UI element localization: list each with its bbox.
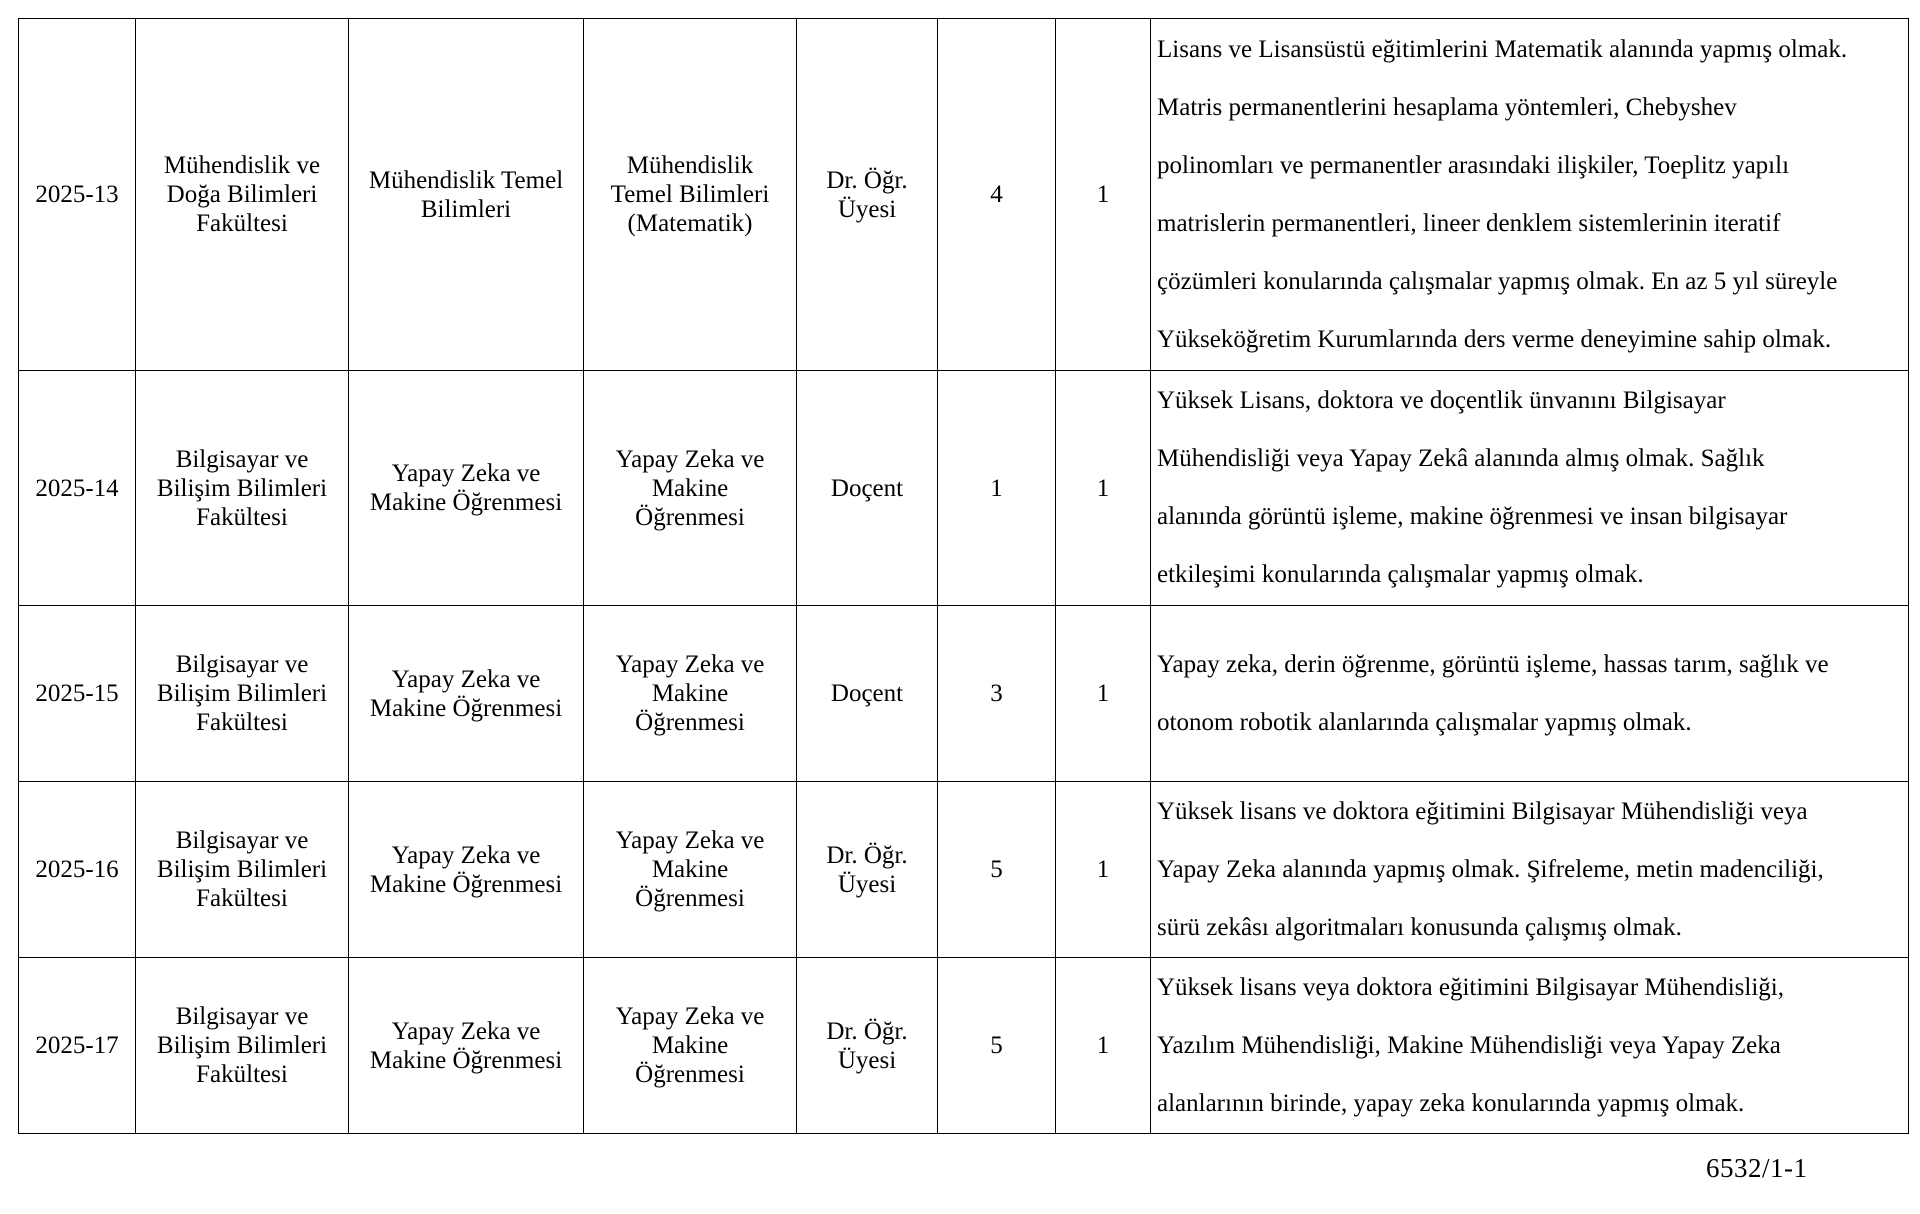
rank-cell: 5 [938,782,1056,958]
department-cell: Yapay Zeka ve Makine Öğrenmesi [349,958,584,1134]
rank-cell: 1 [938,371,1056,606]
requirements-cell: Yapay zeka, derin öğrenme, görüntü işleme, hassas tarım, sağlık ve otonom robotik alanlarında çalışmalar yapmış olmak. [1151,606,1909,782]
faculty-cell: Bilgisayar ve Bilişim Bilimleri Fakültesi [136,782,349,958]
table-row [19,782,1909,958]
table-row [19,371,1909,606]
positions-table [18,18,1909,1134]
program-cell: Mühendislik Temel Bilimleri (Matematik) [584,19,797,371]
rank-cell: 4 [938,19,1056,371]
department-cell: Yapay Zeka ve Makine Öğrenmesi [349,606,584,782]
title-cell: Dr. Öğr. Üyesi [797,19,938,371]
program-cell: Yapay Zeka ve Makine Öğrenmesi [584,606,797,782]
table-row [19,19,1909,371]
position-code-cell: 2025-13 [19,19,136,371]
requirements-cell: Lisans ve Lisansüstü eğitimlerini Matematik alanında yapmış olmak. Matris permanentlerini hesaplama yöntemleri, Chebyshev polinomları ve permanentler arasındaki ilişkiler, Toeplitz yapılı matrislerin permanentleri, lineer denklem sistemlerinin iteratif çözümleri konularında çalışmalar yapmış olmak. En az 5 yıl süreyle Yükseköğretim Kurumlarında ders verme deneyimine sahip olmak. [1151,19,1909,371]
position-code-cell: 2025-14 [19,371,136,606]
count-cell: 1 [1056,371,1151,606]
faculty-cell: Mühendislik ve Doğa Bilimleri Fakültesi [136,19,349,371]
rank-cell: 5 [938,958,1056,1134]
faculty-cell: Bilgisayar ve Bilişim Bilimleri Fakültesi [136,371,349,606]
program-cell: Yapay Zeka ve Makine Öğrenmesi [584,958,797,1134]
position-code-cell: 2025-16 [19,782,136,958]
count-cell: 1 [1056,782,1151,958]
program-cell: Yapay Zeka ve Makine Öğrenmesi [584,371,797,606]
title-cell: Dr. Öğr. Üyesi [797,958,938,1134]
table-row [19,606,1909,782]
department-cell: Yapay Zeka ve Makine Öğrenmesi [349,782,584,958]
title-cell: Doçent [797,606,938,782]
title-cell: Doçent [797,371,938,606]
department-cell: Yapay Zeka ve Makine Öğrenmesi [349,371,584,606]
faculty-cell: Bilgisayar ve Bilişim Bilimleri Fakültesi [136,606,349,782]
position-code-cell: 2025-17 [19,958,136,1134]
requirements-cell: Yüksek Lisans, doktora ve doçentlik ünvanını Bilgisayar Mühendisliği veya Yapay Zekâ alanında almış olmak. Sağlık alanında görüntü işleme, makine öğrenmesi ve insan bilgisayar etkileşimi konularında çalışmalar yapmış olmak. [1151,371,1909,606]
count-cell: 1 [1056,19,1151,371]
requirements-cell: Yüksek lisans ve doktora eğitimini Bilgisayar Mühendisliği veya Yapay Zeka alanında yapmış olmak. Şifreleme, metin madenciliği, sürü zekâsı algoritmaları konusunda çalışmış olmak. [1151,782,1909,958]
department-cell: Mühendislik Temel Bilimleri [349,19,584,371]
title-cell: Dr. Öğr. Üyesi [797,782,938,958]
faculty-cell: Bilgisayar ve Bilişim Bilimleri Fakültesi [136,958,349,1134]
page-number: 6532/1-1 [1706,1153,1808,1183]
position-code-cell: 2025-15 [19,606,136,782]
count-cell: 1 [1056,958,1151,1134]
table-row [19,958,1909,1134]
requirements-cell: Yüksek lisans veya doktora eğitimini Bilgisayar Mühendisliği, Yazılım Mühendisliği, Makine Mühendisliği veya Yapay Zeka alanlarının birinde, yapay zeka konularında yapmış olmak. [1151,958,1909,1134]
program-cell: Yapay Zeka ve Makine Öğrenmesi [584,782,797,958]
count-cell: 1 [1056,606,1151,782]
rank-cell: 3 [938,606,1056,782]
